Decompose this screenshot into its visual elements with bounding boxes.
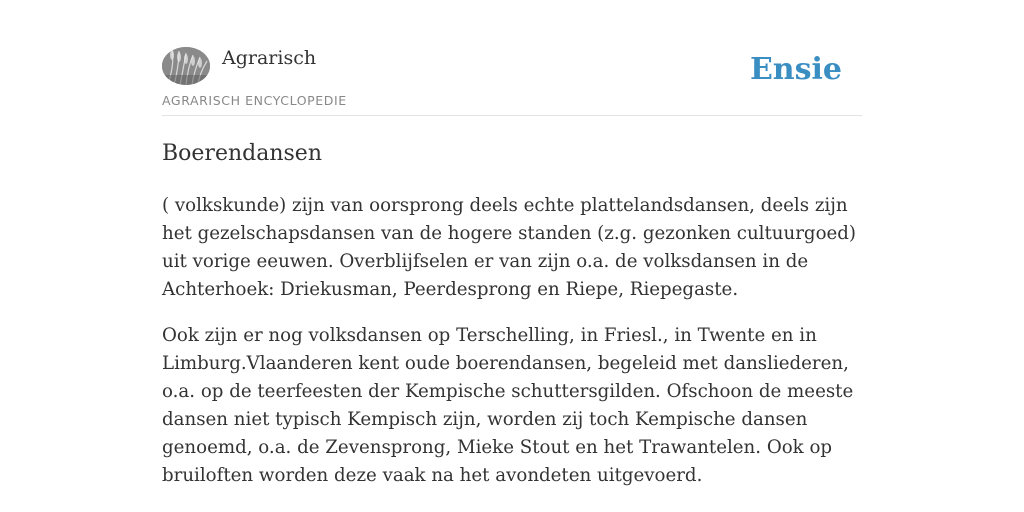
wheat-icon[interactable]: [162, 47, 210, 85]
book-subtitle: AGRARISCH ENCYCLOPEDIE: [162, 93, 347, 108]
brand-logo[interactable]: Ensie: [749, 52, 842, 87]
article-body: [162, 192, 872, 508]
book-name[interactable]: Agrarisch: [222, 47, 317, 69]
article-paragraph: Ook zijn er nog volksdansen op Terschelling, in Friesl., in Twente en in Limburg.Vlaanderen kent oude boerendansen, begeleid met dansliederen, o.a. op de teerfeesten der Kempische schuttersgilden. Ofschoon de meeste dansen niet typisch Kempisch zijn, worden zij toch Kempische dansen genoemd, o.a. de Zevensprong, Mieke Stout en het Trawantelen. Ook op bruiloften worden deze vaak na het avondeten uitgevoerd.: [162, 325, 854, 486]
article-paragraph: ( volkskunde) zijn van oorsprong deels echte plattelandsdansen, deels zijn het gezelschapsdansen van de hogere standen (z.g. gezonken cultuurgoed) uit vorige eeuwen. Overblijfselen er van zijn o.a. de volksdansen in de Achterhoek: Driekusman, Peerdesprong en Riepe, Riepegaste.: [162, 195, 857, 300]
page-title: Boerendansen: [162, 141, 322, 166]
header: [162, 44, 862, 116]
